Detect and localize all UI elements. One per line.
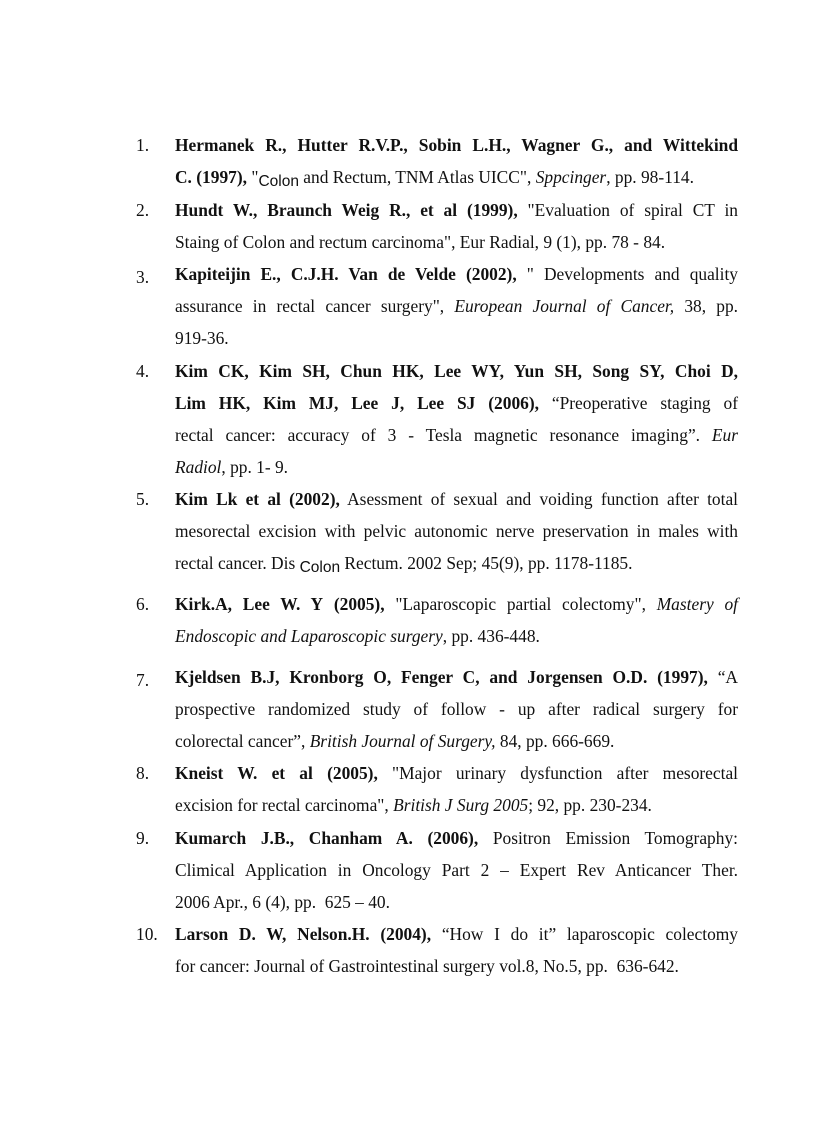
- reference-authors: Kim CK, Kim SH, Chun HK, Lee WY, Yun SH, Song SY, Choi D,: [175, 361, 738, 381]
- reference-number: 5.: [136, 489, 150, 509]
- reference-number: 10.: [136, 924, 158, 944]
- reference-authors: Kapiteijin E., C.J.H. Van de Velde: [175, 264, 456, 284]
- reference-journal: Eur Radial, 9 (1), pp. 78 - 84.: [459, 232, 666, 252]
- reference-number: 3.: [136, 267, 150, 287]
- reference-year: (1999),: [466, 200, 518, 220]
- reference-authors: Larson D. W, Nelson.H.: [175, 924, 370, 944]
- reference-publisher: Sppcinger: [535, 167, 607, 187]
- reference-pages: , pp. 98-114.: [606, 167, 694, 187]
- reference-authors: Kjeldsen B.J, Kronborg O, Fenger C, and Jorgensen O.D.: [175, 667, 648, 687]
- reference-year: (2004),: [380, 924, 432, 944]
- reference-year: (2005),: [333, 594, 385, 614]
- reference-number: 7.: [136, 670, 150, 690]
- reference-number: 2.: [136, 200, 150, 220]
- reference-number: 4.: [136, 361, 150, 381]
- reference-authors: Kumarch J.B., Chanham A.: [175, 828, 413, 848]
- reference-journal: British J Surg 2005: [393, 795, 529, 815]
- reference-number: 1.: [136, 135, 150, 155]
- reference-journal: Rectum. 2002 Sep; 45(9), pp. 1178-1185.: [344, 553, 633, 573]
- reference-year: (1997),: [657, 667, 708, 687]
- reference-authors: Kneist W. et al: [175, 763, 313, 783]
- reference-pages: ; 92, pp. 230-234.: [528, 795, 652, 815]
- reference-year: (1997),: [196, 167, 247, 187]
- document-page: 1. Hermanek R., Hutter R.V.P., Sobin L.H., Wagner G., and Wittekind C. (1997), "Colon and Rectum, TNM Atlas UICC", Sppcinger, pp. 98-114. 2. Hundt W., Braunch Weig R., et al (1999), "Evaluation of spiral CT in Staing of Colon and rectum carcinoma", Eur Radial, 9 (1), pp. 78 - 84. 3. Kapiteijin E., C.J.H. Van de Velde (2002), " Developments and quality assurance in rectal cancer surgery", European Journal of Cancer, 38, pp. 919-36. 4. Kim CK, Kim SH, Chun HK, Lee WY, Yun SH, Song SY, Choi D, Lim HK, Kim MJ, Lee J, Lee SJ (2006), “Preoperative staging of rectal cancer: accuracy of 3 - Tesla magnetic resonance imaging”. Eur Radiol, pp. 1- 9. 5. Kim Lk et al (2002), Asessment of sexual and voiding function after total mesorectal excision with pelvic autonomic nerve preservation in males with rectal cancer. Dis Colon Rectum. 2002 Sep; 45(9), pp. 1178-1185. 6. Kirk.A, Lee W. Y (2005), "Laparoscopic partial colectomy", Mastery of Endoscopic and Laparoscopic surgery, pp. 436-448. 7. Kjeldsen B.J, Kronborg O, Fenger C, and Jorgensen O.D. (1997), “A prospective randomized study of follow - up after radical surgery for colorectal cancer”, British Journal of Surgery, 84, pp. 666-669. 8. Kneist W. et al (2005), "Major urinary dysfunction after mesorectal excision for rectal carcinoma", British J Surg 2005; 92, pp. 230-234. 9. Kumarch J.B., Chanham A. (2006), Positron Emission Tomography: Climical Application in Oncology Part 2 – Expert Rev Anticancer Ther. 2006 Apr., 6 (4), pp. 625 – 40. 10. Larson D. W, Nelson.H. (2004), “How I do it” laparoscopic colectomy for cancer: Journal of Gastrointestinal surgery vol.8, No.5, pp. 636-642.: [136, 135, 739, 976]
- reference-number: 9.: [136, 828, 150, 848]
- reference-journal: British Journal of Surgery,: [309, 731, 496, 751]
- reference-title-word: Colon: [258, 173, 299, 190]
- reference-journal: European Journal of Cancer,: [454, 296, 675, 316]
- reference-authors: Hermanek R., Hutter R.V.P., Sobin L.H., Wagner G., and Wittekind: [175, 135, 738, 155]
- reference-year: (2002),: [465, 264, 517, 284]
- reference-title: and Rectum, TNM Atlas UICC",: [298, 167, 532, 187]
- reference-year: (2005),: [327, 763, 378, 783]
- reference-year: (2006),: [427, 828, 479, 848]
- reference-pages: 84, pp. 666-669.: [499, 731, 615, 751]
- reference-year: (2002),: [289, 489, 340, 509]
- reference-authors: Kirk.A, Lee W. Y: [175, 594, 324, 614]
- reference-title-word: Colon: [299, 559, 341, 576]
- reference-year: (2006),: [488, 393, 539, 413]
- reference-authors: Hundt W., Braunch Weig R., et al: [175, 200, 458, 220]
- reference-number: 8.: [136, 763, 150, 783]
- reference-number: 6.: [136, 594, 150, 614]
- reference-authors: Kim Lk et al: [175, 489, 281, 509]
